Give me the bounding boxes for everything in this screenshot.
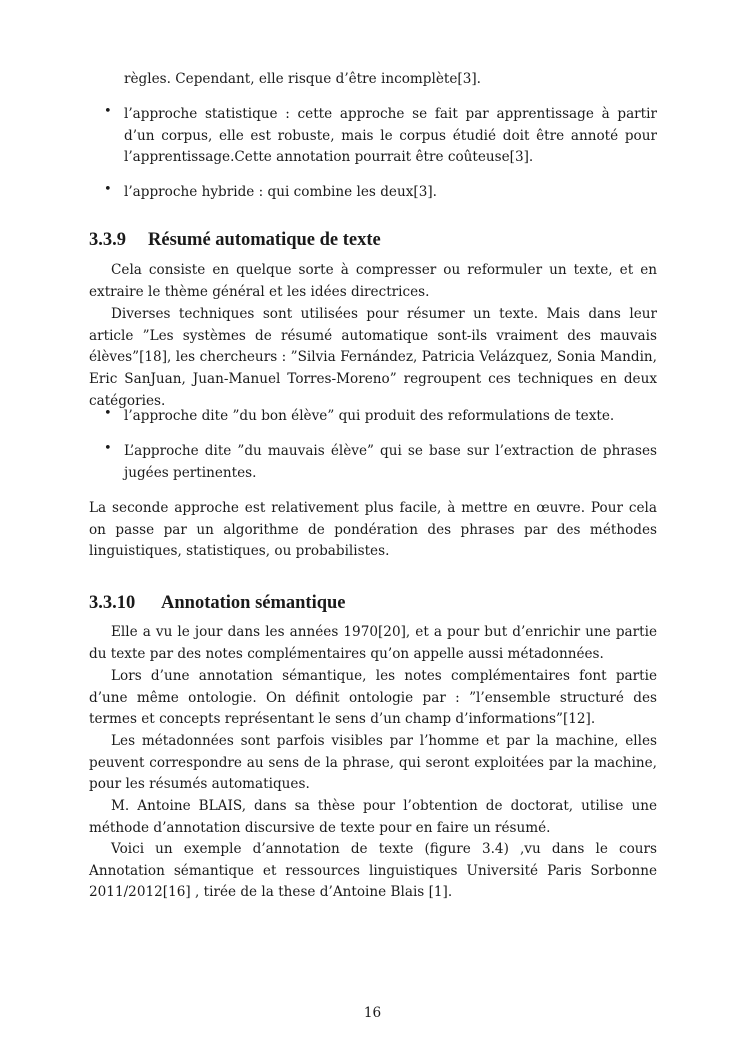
paragraph: Lors d’une annotation sémantique, les notes complémentaires font partie d’une même ontologie. On définit ontologie par : ”l’ensemble structuré des termes et concepts représentant le sens d’un champ d’informations”[12]. xyxy=(89,668,657,728)
paragraph: Les métadonnées sont parfois visibles par l’homme et par la machine, elles peuvent correspondre au sens de la phrase, qui seront exploitées par la machine, pour les résumés automatiques. xyxy=(89,733,657,793)
section-number: 3.3.9 xyxy=(89,230,126,250)
paragraph: Elle a vu le jour dans les années 1970[20], et a pour but d’enrichir une partie du texte par des notes complémentaires qu’on appelle aussi métadonnées. xyxy=(89,624,657,662)
paragraph: Cela consiste en quelque sorte à compresser ou reformuler un texte, et en extraire le thème général et les idées directrices. xyxy=(89,262,657,300)
bullet-statistical-approach: l’approche statistique : cette approche se fait par apprentissage à partir d’un corpus, elle est robuste, mais le corpus étudié doit être annoté pour l’apprentissage.Cette annotation pourrait être coûteuse[3]. xyxy=(124,106,657,166)
page-number: 16 xyxy=(363,1005,382,1021)
section-heading-3310 xyxy=(89,591,657,615)
paragraph: M. Antoine BLAIS, dans sa thèse pour l’obtention de doctorat, utilise une méthode d’annotation discursive de texte pour en faire un résumé. xyxy=(89,798,657,836)
bullet-hybrid-approach: l’approche hybride : qui combine les deux[3]. xyxy=(124,184,437,200)
paragraph: La seconde approche est relativement plus facile, à mettre en œuvre. Pour cela on passe par un algorithme de pondération des phrases par des méthodes linguistiques, statistiques, ou probabilistes. xyxy=(89,500,657,560)
paragraph: Voici un exemple d’annotation de texte (figure 3.4) ,vu dans le cours Annotation sémantique et ressources linguistiques Université Paris Sorbonne 2011/2012[16] , tirée de la these d’Antoine Blais [1]. xyxy=(89,841,657,901)
section-number: 3.3.10 xyxy=(89,593,136,613)
section-title: Résumé automatique de texte xyxy=(148,230,381,250)
section-title: Annotation sémantique xyxy=(161,593,346,613)
bullet-bad-student: L’approche dite ”du mauvais élève” qui se base sur l’extraction de phrases jugées pertinentes. xyxy=(124,443,657,481)
bullet-marker: • xyxy=(104,441,112,456)
bullet-marker: • xyxy=(104,104,112,119)
bullet-good-student: l’approche dite ”du bon élève” qui produit des reformulations de texte. xyxy=(124,408,615,424)
bullet-marker: • xyxy=(104,406,112,421)
paragraph: Diverses techniques sont utilisées pour résumer un texte. Mais dans leur article ”Les systèmes de résumé automatique sont-ils vraiment des mauvais élèves”[18], les chercheurs : ”Silvia Fernández, Patricia Velázquez, Sonia Mandin, Eric SanJuan, Juan-Manuel Torres-Moreno” regroupent ces techniques en deux catégories. xyxy=(89,306,657,409)
bullet-marker: • xyxy=(104,182,112,197)
continued-text: règles. Cependant, elle risque d’être incomplète[3]. xyxy=(124,71,481,87)
section-heading-339 xyxy=(89,228,657,252)
